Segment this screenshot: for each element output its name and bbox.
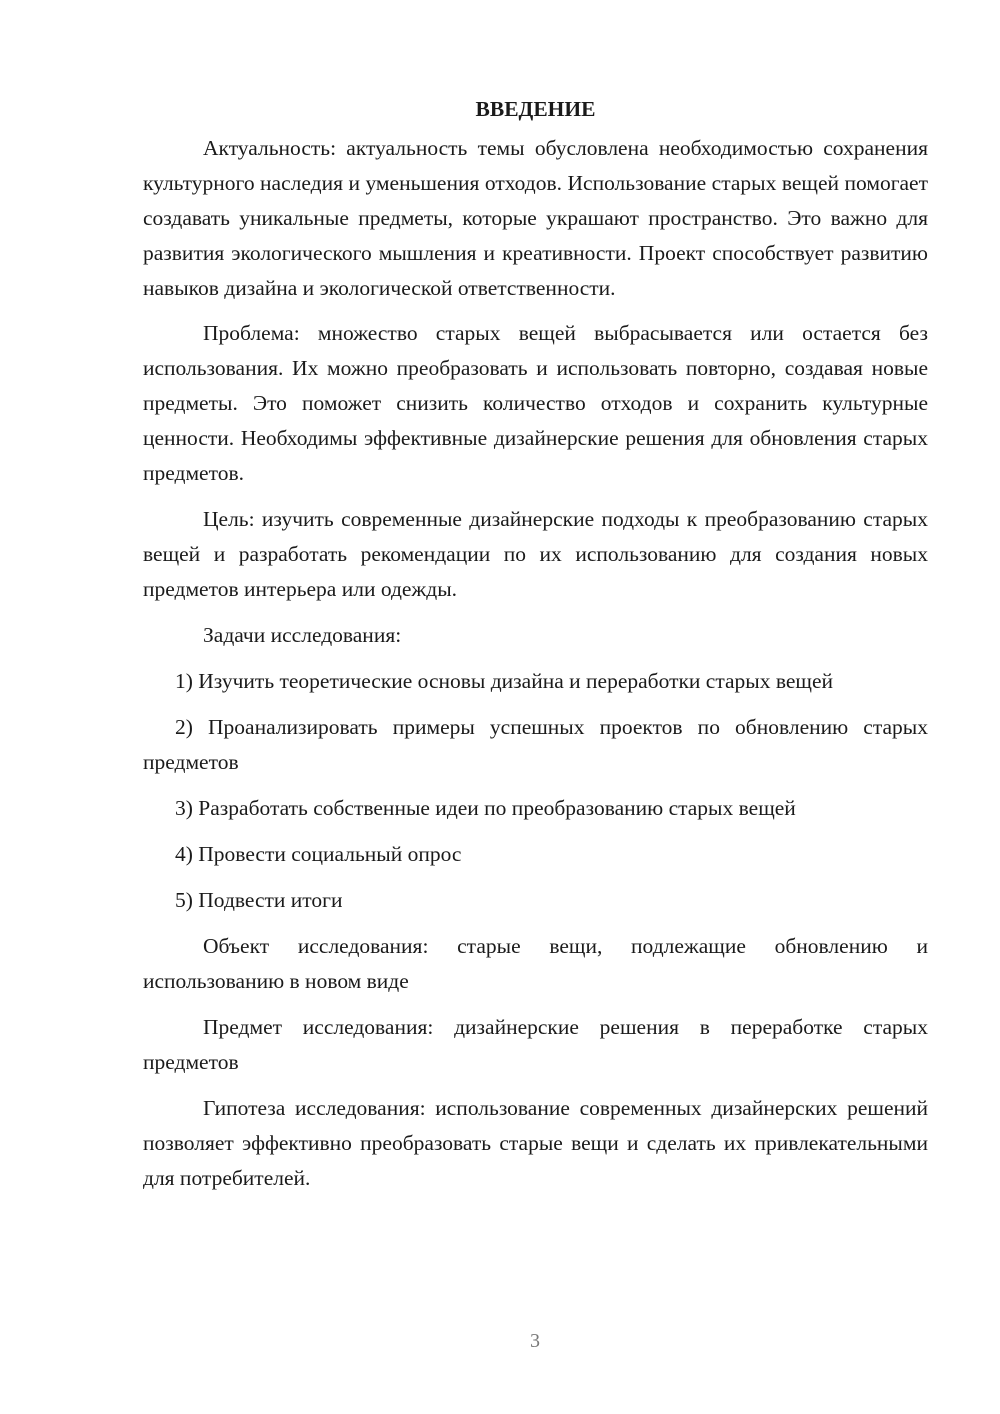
document-page	[143, 92, 928, 1207]
task-item-5: 5) Подвести итоги	[175, 888, 343, 912]
task-item-4: 4) Провести социальный опрос	[175, 842, 462, 866]
hypothesis-paragraph: Гипотеза исследования: использование современных дизайнерских решений позволяет эффективно преобразовать старые вещи и сделать их привлекательными для потребителей.	[143, 1096, 928, 1190]
goal-paragraph: Цель: изучить современные дизайнерские подходы к преобразованию старых вещей и разработать рекомендации по их использованию для создания новых предметов интерьера или одежды.	[143, 507, 928, 601]
task-item-2: 2) Проанализировать примеры успешных проектов по обновлению старых предметов	[143, 715, 928, 774]
page-number: 3	[530, 1330, 540, 1352]
task-item-3: 3) Разработать собственные идеи по преобразованию старых вещей	[175, 796, 796, 820]
problem-paragraph: Проблема: множество старых вещей выбрасывается или остается без использования. Их можно преобразовать и использовать повторно, создавая новые предметы. Это поможет снизить количество отходов и сохранить культурные ценности. Необходимы эффективные дизайнерские решения для обновления старых предметов.	[143, 321, 928, 485]
relevance-paragraph: Актуальность: актуальность темы обусловлена необходимостью сохранения культурного наследия и уменьшения отходов. Использование старых вещей помогает создавать уникальные предметы, которые украшают пространство. Это важно для развития экологического мышления и креативности. Проект способствует развитию навыков дизайна и экологической ответственности.	[143, 136, 928, 300]
section-title: ВВЕДЕНИЕ	[475, 97, 596, 121]
subject-paragraph: Предмет исследования: дизайнерские решения в переработке старых предметов	[143, 1015, 928, 1074]
object-paragraph: Объект исследования: старые вещи, подлежащие обновлению и использованию в новом виде	[143, 934, 928, 993]
tasks-heading: Задачи исследования:	[203, 623, 402, 647]
task-item-1: 1) Изучить теоретические основы дизайна и переработки старых вещей	[175, 669, 834, 693]
